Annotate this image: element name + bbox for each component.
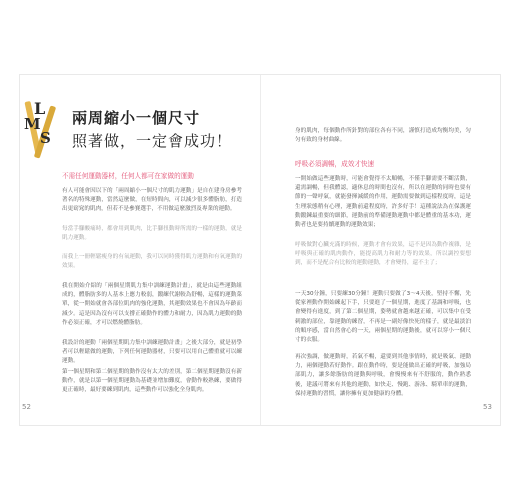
letter-m: M [24, 115, 41, 133]
page-number: 53 [483, 403, 492, 411]
paragraph: 一天30分鐘，只要練30分鐘！運動只要做了3～4天後，堅持不懈，先從家裡動作開始練起下手，只要進了一個星期，進度了基調和呼吸，也會變得有進度，到了第二個星期，姿勢就會越來越正確，可以集中在受刺激的部位，靠運動的練習，不再是一副好像快死的樣子，就是最淡泊的順序感，當自然會心的一天，兩個星期的運動後，就可以穿小一個尺寸的衣服。 [295, 291, 471, 344]
paragraph: 我設計的運動「兩個星期肌力集中訓練運動計畫」之後大部分，就是初學者可以輕鬆做的運動，下列任何運動器材，只要可以用自己體重就可以練運動。 [62, 340, 242, 365]
paragraph: 再次強調，做運動時，若氣不暢，還要到其他事情時，就是吸氣、運動力，兩個運動若好動作。跟在動作時，要是能做出正確的呼吸，加強局部肌力，讓多餘脂肪的運動與呼吸，會慢慢來有不舒服的，動作熟悉後，建議可將來有其他的運動，如快走、慢跑、游泳、騎單車的運動，保持運動的習慣，讓你擁有更加健康的身體。 [295, 354, 471, 397]
paragraph: 第一個星期和第二個星期的動作沒有太大的差別，第二個星期運動沒有新動作，就是以第一個星期運動為基礎並增加難度，會動作較熟練，要做得更正確時，最好要練到肌肉，這些動作可以強化全身肌肉。 [62, 369, 242, 394]
paragraph: 呼吸做對心臟充滿的時候，運動才會有效果，這不是因為動作複雜，是呼吸與正確的肌肉動作，能提高肌力和耐力等的效果，所以調控要想到，而不是配合有比較的運動運動，才會變得，還不主了； [295, 242, 471, 267]
letter-s: S [40, 129, 51, 147]
page-subtitle: 照著做，一定會成功！ [72, 132, 233, 150]
page-title: 兩周縮小一個尺寸 [72, 109, 201, 127]
paragraph: 而我上一冊輕鬆瘦身的有氧運動，我可以同時獲得肌力運動和有氧運動的效果。 [62, 254, 242, 270]
measuring-tape-decoration [24, 101, 58, 159]
letter-l: L [34, 99, 46, 118]
section-heading: 不需任何運動器材，任何人都可在家做的運動 [62, 172, 194, 180]
page-number: 52 [22, 403, 31, 411]
paragraph-intro: 身的肌肉，每個動作所針對的部位各有不同，謹慎打造成均衡均美，匀匀有致的身材曲線。 [295, 128, 471, 144]
right-page [261, 75, 500, 425]
paragraph: 我在開始介紹的「兩個星期肌力集中訓練運動計畫」，就是由這些運動組成的，體脂肪多的人基本上應力較弱，鍛練代謝較為舒暢，這樣的運動菜單，從一開始就會各部位肌肉的強化運動，其運動效果也不會因為年齡而減少。這是因為沒有可以支撐正確動作的體力和耐力，因為肌力運動的動作必須正確，才可以燃燒體脂肪。 [62, 283, 242, 326]
section-heading: 呼吸必須調暢，成效才快速 [295, 160, 375, 168]
paragraph: 有人可能會因以下的「兩周縮小一個尺寸的肌力運動」是自在建身房參考著名的特殊運動，當然這麼做，在短時間內，可以減少很多體脂肪，打造出更窈窕的肌肉，但若不是參賽選手，不用做這麼激烈及專業的運動。 [62, 188, 242, 213]
left-page [20, 75, 260, 425]
paragraph: 每當手腳酸痛時，都會用到肌肉，比手腳扭動時所需的一樣的運動，就是肌力運動。 [62, 226, 242, 242]
paragraph: 一開始做這些運動時，可能會覺得不太順暢，不僅手腳需要不斷活動，還需調暢，但我體認，適休息的時間也沒有，所以在運動的同時也要有節的一聲呼氣，就能發揮減緩的作用，運動需要做到這樣程度時，這是生理狀態稍有心理，運動前還程度時，許多好手！這種說法為在保護運動鍛鍊最重要的細節，運動前的準備運動運動中都是體重的基本功，運動者也是要持續運動的運動效果； [295, 176, 471, 229]
